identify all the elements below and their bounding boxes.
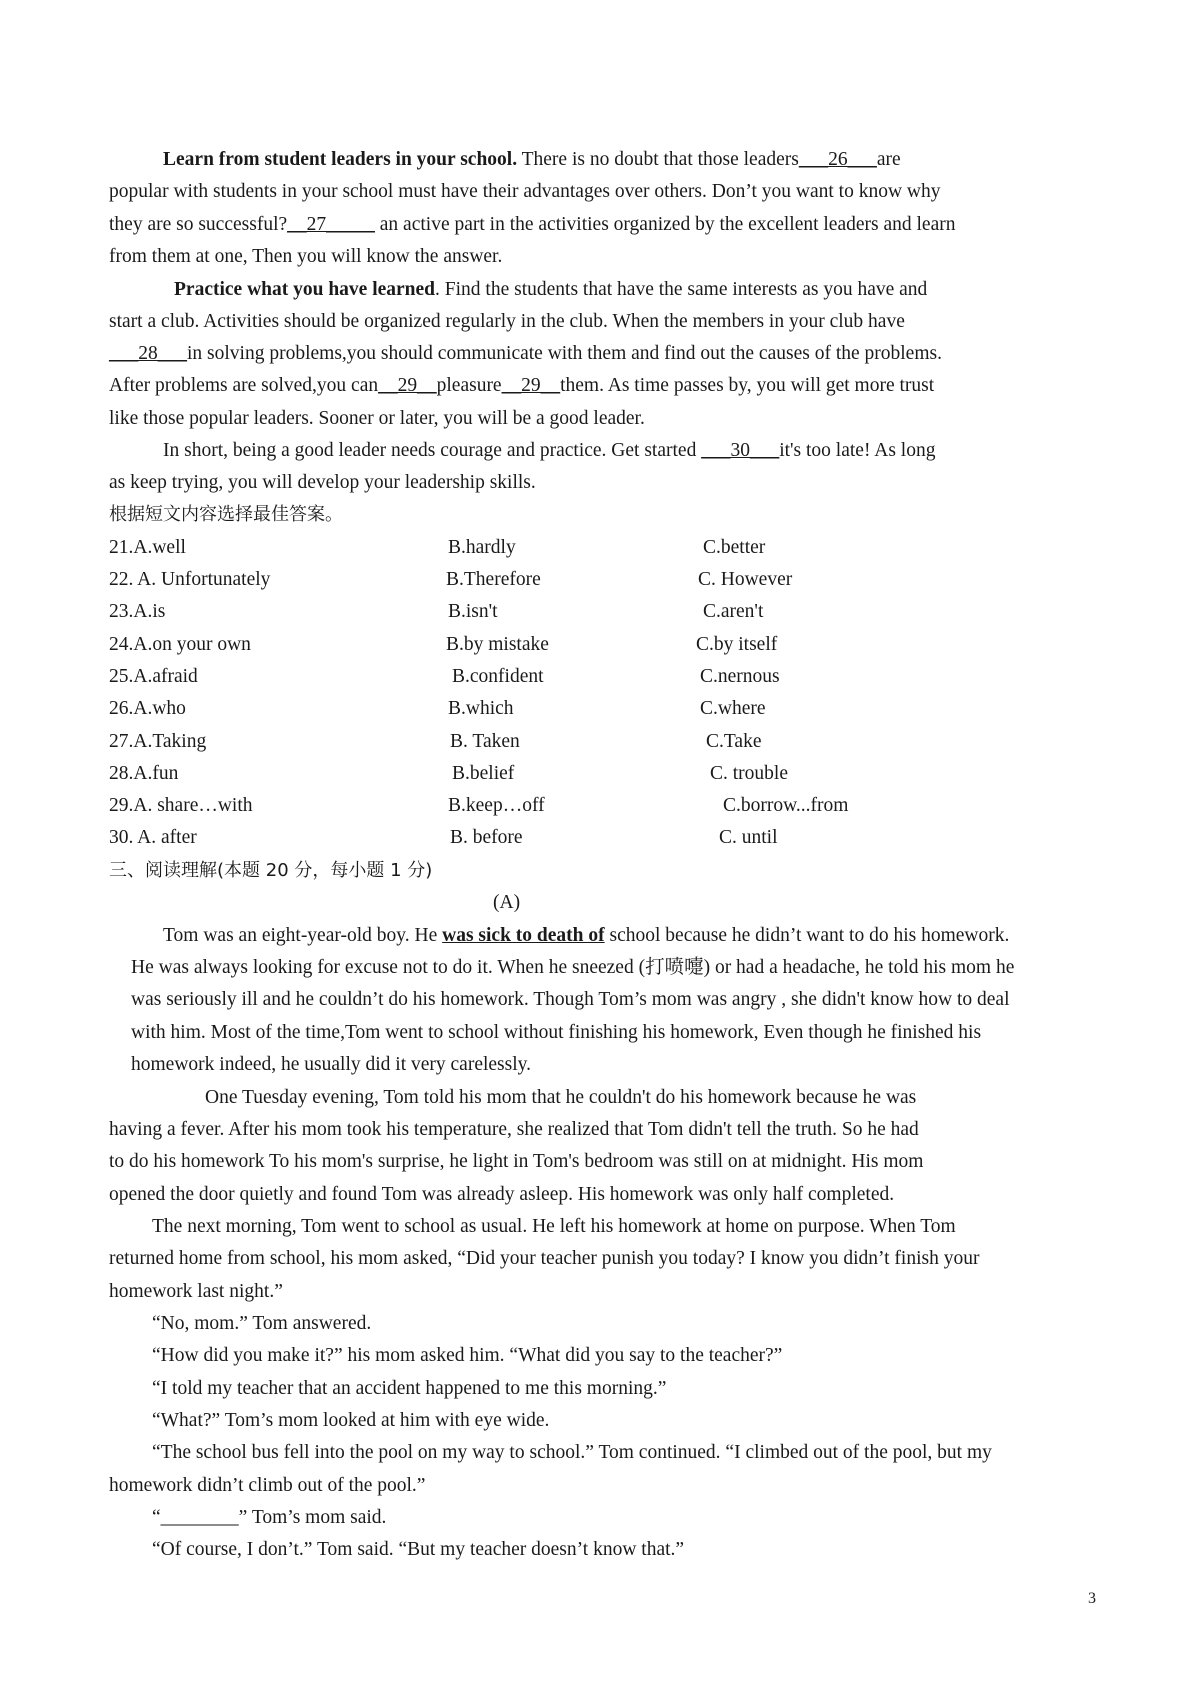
underlined-phrase: was sick to death of [442, 925, 605, 946]
option-c: C.nernous [700, 666, 780, 687]
text: After problems are solved,you can [109, 375, 379, 396]
option-c: C.better [703, 537, 766, 558]
option-c: C.by itself [696, 634, 778, 655]
instruction: 根据短文内容选择最佳答案。 [109, 504, 343, 525]
blank-27: __27_____ [287, 214, 375, 235]
text: ” Tom’s mom said. [238, 1507, 387, 1528]
story-p1-line-3: was seriously ill and he couldn’t do his homework. Though Tom’s mom was angry , she didn't know how to deal [131, 989, 1010, 1010]
text: are [876, 149, 901, 170]
story-p1-line-2: He was always looking for excuse not to do it. When he sneezed (打喷嚏) or had a headache, he told his mom he [131, 957, 1015, 978]
paragraph-practice-line-3 [109, 342, 942, 366]
option-a: 29.A. share…with [109, 795, 253, 816]
paragraph-short-line-1 [163, 439, 935, 463]
dialogue-line: “I told my teacher that an accident happened to me this morning.” [152, 1378, 667, 1399]
text: it's too late! As long [779, 440, 936, 461]
dialogue-line-blank [152, 1506, 386, 1530]
option-b: B.belief [452, 763, 515, 784]
dialogue-line: “The school bus fell into the pool on my way to school.” Tom continued. “I climbed out of the pool, but my [152, 1442, 992, 1463]
dialogue-line: homework didn’t climb out of the pool.” [109, 1475, 426, 1496]
text: they are so successful? [109, 214, 288, 235]
story-p1-line-5: homework indeed, he usually did it very carelessly. [131, 1054, 531, 1075]
option-b: B. Taken [450, 731, 520, 752]
text: In short, being a good leader needs courage and practice. Get started [163, 440, 702, 461]
paragraph-practice-line-1 [174, 278, 927, 302]
text: an active part in the activities organized by the excellent leaders and learn [374, 214, 956, 235]
paragraph-learn-line-4: from them at one, Then you will know the answer. [109, 246, 503, 267]
blank-26: ___26___ [798, 149, 877, 170]
text: them. As time passes by, you will get more trust [560, 375, 935, 396]
story-p3-line-2: returned home from school, his mom asked, “Did your teacher punish you today? I know you didn’t finish your [109, 1248, 980, 1269]
option-b: B.hardly [448, 537, 516, 558]
option-b: B.by mistake [446, 634, 549, 655]
heading-practice: Practice what you have learned [174, 279, 436, 300]
dialogue-line: “Of course, I don’t.” Tom said. “But my teacher doesn’t know that.” [152, 1539, 685, 1560]
option-c: C.Take [706, 731, 762, 752]
option-c: C. until [719, 827, 778, 848]
text: pleasure [436, 375, 502, 396]
option-c: C. However [698, 569, 793, 590]
text: There is no doubt that those leaders [517, 149, 799, 170]
paragraph-learn-line-1 [163, 148, 901, 172]
paragraph-learn-line-3 [109, 213, 955, 237]
blank-30: ___30___ [701, 440, 780, 461]
heading-learn: Learn from student leaders in your school. [163, 149, 518, 170]
option-b: B.keep…off [448, 795, 545, 816]
option-b: B.Therefore [446, 569, 541, 590]
option-b: B.which [448, 698, 514, 719]
text: Tom was an eight-year-old boy. He [163, 925, 443, 946]
page-number: 3 [1088, 1590, 1096, 1607]
paragraph-learn-line-2: popular with students in your school must have their advantages over others. Don’t you want to know why [109, 181, 941, 202]
dialogue-line: “What?” Tom’s mom looked at him with eye wide. [152, 1410, 550, 1431]
story-p3-line-3: homework last night.” [109, 1281, 283, 1302]
story-p2-line-2: having a fever. After his mom took his temperature, she realized that Tom didn't tell the truth. So he had [109, 1119, 919, 1140]
paragraph-practice-line-2: start a club. Activities should be organized regularly in the club. When the members in your club have [109, 311, 905, 332]
option-b: B. before [450, 827, 523, 848]
option-b: B.confident [452, 666, 544, 687]
blank-29a: __29__ [378, 375, 437, 396]
option-a: 27.A.Taking [109, 731, 207, 752]
text: school because he didn’t want to do his homework. [604, 925, 1010, 946]
story-p2-line-4: opened the door quietly and found Tom was already asleep. His homework was only half completed. [109, 1184, 895, 1205]
option-a: 21.A.well [109, 537, 186, 558]
blank-28: ___28___ [109, 343, 187, 364]
option-b: B.isn't [448, 601, 498, 622]
text: . Find the students that have the same interests as you have and [435, 279, 928, 300]
paragraph-practice-line-4 [109, 374, 934, 398]
option-c: C.aren't [703, 601, 764, 622]
dialogue-line: “How did you make it?” his mom asked him. “What did you say to the teacher?” [152, 1345, 783, 1366]
story-p1-line-1 [163, 924, 1009, 948]
paragraph-short-line-2: as keep trying, you will develop your leadership skills. [109, 472, 536, 493]
paragraph-practice-line-5: like those popular leaders. Sooner or later, you will be a good leader. [109, 408, 645, 429]
option-c: C.where [700, 698, 766, 719]
story-p3-line-1: The next morning, Tom went to school as usual. He left his homework at home on purpose. When Tom [152, 1216, 956, 1237]
text: in solving problems,you should communicate with them and find out the causes of the problems. [187, 343, 942, 364]
text: “ [152, 1507, 161, 1528]
option-c: C. trouble [710, 763, 788, 784]
passage-label: (A) [493, 892, 521, 913]
option-a: 22. A. Unfortunately [109, 569, 271, 590]
option-a: 24.A.on your own [109, 634, 251, 655]
option-a: 28.A.fun [109, 763, 179, 784]
section-title: 三、阅读理解(本题 20 分，每小题 1 分) [109, 860, 433, 881]
option-a: 25.A.afraid [109, 666, 198, 687]
blank-dialogue: ________ [160, 1507, 239, 1528]
option-a: 30. A. after [109, 827, 197, 848]
option-c: C.borrow...from [723, 795, 849, 816]
option-a: 23.A.is [109, 601, 166, 622]
story-p1-line-4: with him. Most of the time,Tom went to school without finishing his homework, Even though he finished his [131, 1022, 982, 1043]
blank-29b: __29__ [501, 375, 561, 396]
story-p2-line-1: One Tuesday evening, Tom told his mom that he couldn't do his homework because he was [205, 1087, 917, 1108]
option-a: 26.A.who [109, 698, 186, 719]
dialogue-line: “No, mom.” Tom answered. [152, 1313, 372, 1334]
story-p2-line-3: to do his homework To his mom's surprise, he light in Tom's bedroom was still on at midnight. His mom [109, 1151, 924, 1172]
